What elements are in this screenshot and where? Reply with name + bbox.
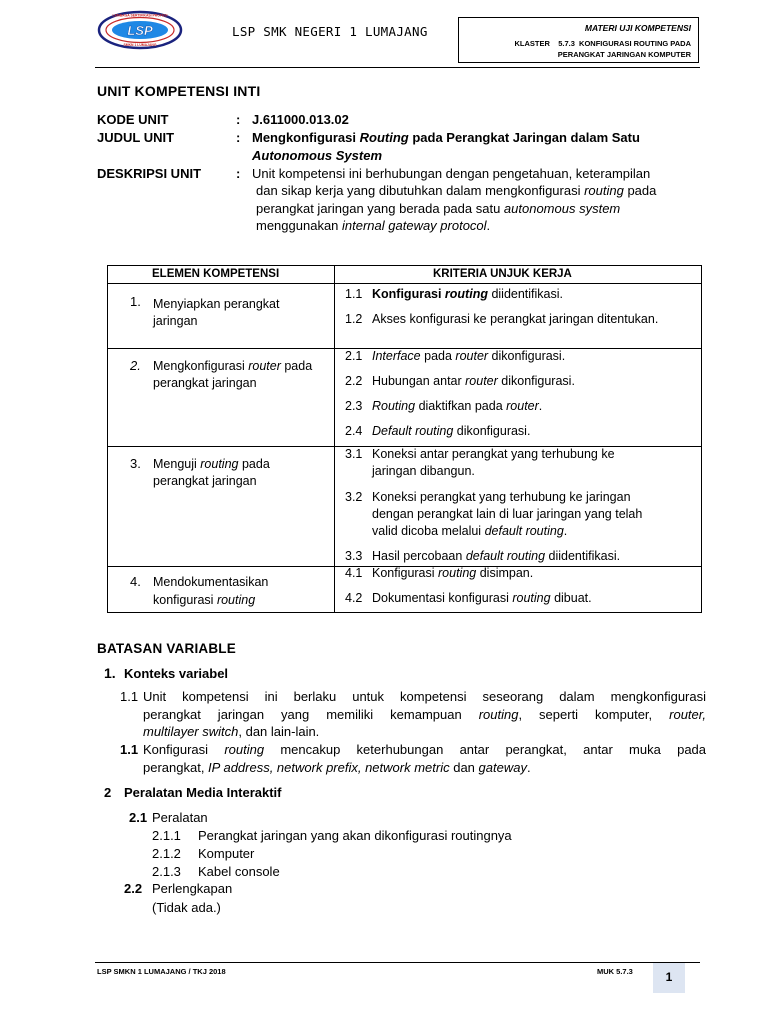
kuk-2-4: Default routing dikonfigurasi. [372,424,531,438]
kuk-3-1-line-1: Koneksi antar perangkat yang terhubung ke [372,447,615,461]
batasan-title: BATASAN VARIABLE [97,641,236,656]
deskripsi-label: DESKRIPSI UNIT [97,166,202,181]
footer-right-text: MUK 5.7.3 [597,967,633,976]
judul-line-1: Mengkonfigurasi Routing pada Perangkat Jaringan dalam Satu [252,130,640,145]
kuk-3-1-line-2: jaringan dibangun. [372,464,475,478]
elemen-1-line-2: jaringan [153,314,198,328]
elemen-4-line-2: konfigurasi routing [153,593,256,607]
header-materi: MATERI UJI KOMPETENSI [584,23,691,33]
para-1-2-line-2: perangkat, IP address, network prefix, network metric dan gateway. [143,760,531,775]
deskripsi-line-4: menggunakan internal gateway protocol. [256,218,491,233]
kuk-3-1-number: 3.1 [345,447,363,461]
kuk-2-2-number: 2.2 [345,374,363,388]
kuk-2-3-number: 2.3 [345,399,363,413]
kuk-3-2-line-2: dengan perangkat lain di luar jaringan yang telah [372,507,643,521]
judul-colon: : [236,130,241,145]
kuk-3-2-line-3: valid dicoba melalui default routing. [372,524,568,538]
kode-value: J.611000.013.02 [252,112,349,127]
para-1-1-number: 1.1 [120,689,139,704]
section-2-title: Peralatan Media Interaktif [124,785,282,800]
header-klaster-cont: PERANGKAT JARINGAN KOMPUTER [557,50,691,59]
kuk-1-2: Akses konfigurasi ke perangkat jaringan ditentukan. [372,312,659,326]
para-2-1-number: 2.1 [129,810,148,825]
deskripsi-colon: : [236,166,241,181]
kode-colon: : [236,112,241,127]
deskripsi-line-3: perangkat jaringan yang berada pada satu autonomous system [256,201,621,216]
kuk-2-1: Interface pada router dikonfigurasi. [372,349,566,363]
kuk-1-2-number: 1.2 [345,312,363,326]
para-1-1-line-3: multilayer switch, dan lain-lain. [143,724,320,739]
logo-ring-bottom: SMKN 1 LUMAJANG [123,43,157,47]
kuk-3-2-line-1: Koneksi perangkat yang terhubung ke jaringan [372,490,631,504]
elemen-4-line-1: Mendokumentasikan [153,575,269,589]
para-1-1-line-1: Unit kompetensi ini berlaku untuk kompetensi seseorang dalam mengkonfigurasi [143,689,706,704]
elemen-3-number: 3. [130,456,141,471]
kuk-4-2-number: 4.2 [345,591,363,605]
para-2-1-title: Peralatan [152,810,208,825]
page-number: 1 [665,970,673,984]
logo-text: LSP [127,23,153,38]
item-2-1-3: Kabel console [198,864,280,879]
kuk-4-1-number: 4.1 [345,566,363,580]
kuk-2-4-number: 2.4 [345,424,363,438]
deskripsi-line-2: dan sikap kerja yang dibutuhkan dalam mengkonfigurasi routing pada [256,183,657,198]
elemen-2-line-1: Mengkonfigurasi router pada [153,359,313,373]
item-2-1-2-number: 2.1.2 [152,846,181,861]
para-1-2-number: 1.1 [120,742,139,757]
elemen-1-number: 1. [130,294,141,309]
header-klaster: KLASTER 5.7.3 KONFIGURASI ROUTING PADA [514,39,691,48]
elemen-3-line-1: Menguji routing pada [153,457,270,471]
kompetensi-table [107,265,702,613]
kuk-1-1-number: 1.1 [345,287,363,301]
header-info-box [458,17,699,63]
kode-label: KODE UNIT [97,112,169,127]
kuk-3-3: Hasil percobaan default routing diidentifikasi. [372,549,621,563]
judul-line-2: Autonomous System [252,148,383,163]
kuk-2-1-number: 2.1 [345,349,363,363]
elemen-4-number: 4. [130,574,141,589]
deskripsi-line-1: Unit kompetensi ini berhubungan dengan pengetahuan, keterampilan [252,166,651,181]
section-1-number: 1. [104,665,116,681]
para-2-2-note: (Tidak ada.) [152,900,221,915]
section-2-number: 2 [104,785,112,800]
kuk-2-2: Hubungan antar router dikonfigurasi. [372,374,575,388]
elemen-3-line-2: perangkat jaringan [153,474,257,488]
kuk-4-2: Dokumentasi konfigurasi routing dibuat. [372,591,592,605]
section-1-title: Konteks variabel [124,666,229,681]
table-header-elemen: ELEMEN KOMPETENSI [152,268,280,280]
para-2-2-title: Perlengkapan [152,881,233,896]
kuk-3-2-number: 3.2 [345,490,363,504]
table-header-kuk: KRITERIA UNJUK KERJA [433,268,572,280]
footer-left-text: LSP SMKN 1 LUMAJANG / TKJ 2018 [97,967,226,976]
kuk-2-3: Routing diaktifkan pada router. [372,399,543,413]
table-column-divider [334,266,335,612]
item-2-1-1: Perangkat jaringan yang akan dikonfigurasi routingnya [198,828,512,843]
kuk-3-3-number: 3.3 [345,549,363,563]
lsp-logo [97,10,183,50]
table-header-divider [108,283,701,284]
elemen-1-line-1: Menyiapkan perangkat [153,297,280,311]
judul-label: JUDUL UNIT [97,130,175,145]
elemen-2-number: 2. [130,358,141,373]
item-2-1-1-number: 2.1.1 [152,828,181,843]
footer-divider [95,962,700,963]
header-divider [95,67,700,68]
item-2-1-3-number: 2.1.3 [152,864,181,879]
kuk-4-1: Konfigurasi routing disimpan. [372,566,534,580]
para-1-2-line-1: Konfigurasi routing mencakup keterhubungan antar perangkat, antar muka pada [143,742,707,757]
para-1-1-line-2: perangkat jaringan yang memiliki kemampuan routing, seperti komputer, router, [143,707,706,722]
item-2-1-2: Komputer [198,846,255,861]
unit-title: UNIT KOMPETENSI INTI [97,83,261,99]
elemen-2-line-2: perangkat jaringan [153,376,257,390]
logo-ring-top: LEMBAGA SERTIFIKASI PROFESI [112,13,168,18]
para-2-2-number: 2.2 [124,881,143,896]
kuk-1-1: Konfigurasi routing diidentifikasi. [372,287,564,301]
org-title: LSP SMK NEGERI 1 LUMAJANG [232,24,428,39]
